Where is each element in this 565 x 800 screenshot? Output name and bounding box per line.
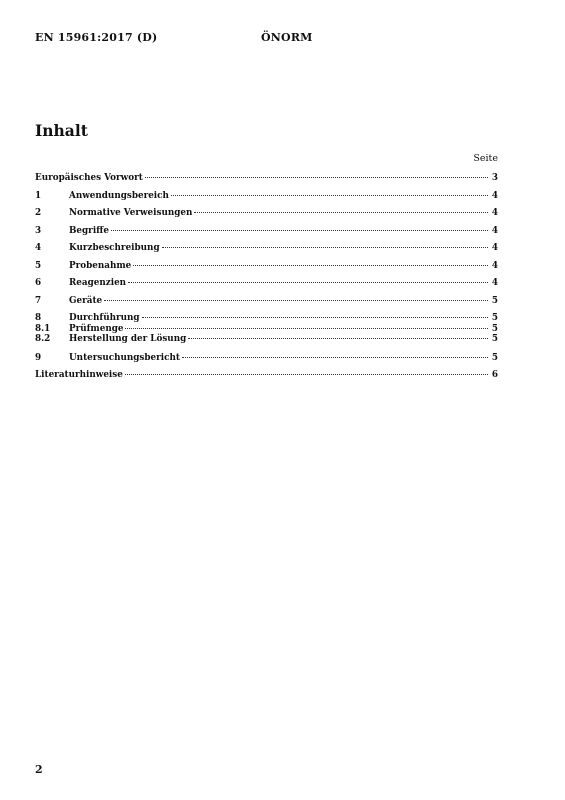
page-title: Inhalt — [35, 121, 88, 140]
toc-entry-page: 6 — [491, 370, 498, 380]
toc-leader-dots — [194, 212, 488, 213]
toc-entry[interactable] — [35, 370, 498, 388]
toc-entry-title: Begriffe — [69, 225, 109, 236]
page-column-label: Seite — [473, 153, 498, 164]
toc-entry-page: 4 — [491, 260, 498, 271]
toc-entry[interactable] — [35, 243, 498, 261]
toc-entry-title: Probenahme — [69, 260, 132, 271]
toc-entry[interactable] — [35, 313, 498, 324]
toc-entry[interactable] — [35, 296, 498, 314]
toc-entry[interactable] — [35, 208, 498, 226]
toc-entry-number: 2 — [35, 208, 42, 218]
toc-entry-title: Geräte — [69, 295, 103, 306]
toc-entry[interactable] — [35, 278, 498, 296]
toc-entry-page: 5 — [491, 313, 498, 323]
toc-entry-number: 8.2 — [35, 334, 51, 344]
toc-leader-dots — [162, 247, 488, 248]
toc-entry-page: 4 — [491, 208, 498, 218]
toc-entry-number: 5 — [35, 260, 42, 271]
page-number: 2 — [35, 763, 43, 776]
toc-entry-title: Untersuchungsbericht — [69, 352, 180, 363]
toc-leader-dots — [145, 177, 488, 178]
toc-leader-dots — [104, 300, 488, 301]
toc-entry-number: 3 — [35, 225, 42, 236]
toc-entry-number: 1 — [35, 190, 42, 201]
toc-leader-dots — [133, 265, 488, 266]
toc-entry-title: Durchführung — [69, 313, 140, 323]
toc-entry-page: 4 — [491, 278, 498, 288]
toc-entry[interactable] — [35, 226, 498, 244]
toc-entry-number: 6 — [35, 278, 42, 288]
table-of-contents — [35, 173, 498, 388]
toc-entry-title: Anwendungsbereich — [69, 190, 169, 201]
document-id: EN 15961:2017 (D) — [35, 31, 158, 44]
toc-entry-page: 5 — [491, 323, 498, 334]
toc-entry-number: 9 — [35, 352, 42, 363]
toc-leader-dots — [142, 317, 488, 318]
toc-entry-number: 8.1 — [35, 323, 51, 334]
toc-entry[interactable] — [35, 334, 498, 345]
toc-entry-title: Europäisches Vorwort — [35, 173, 143, 183]
standard-brand: ÖNORM — [261, 31, 313, 44]
toc-entry[interactable] — [35, 353, 498, 371]
toc-entry[interactable] — [35, 324, 498, 335]
toc-entry-page: 4 — [491, 225, 498, 236]
toc-leader-dots — [188, 338, 488, 339]
toc-leader-dots — [125, 374, 488, 375]
toc-entry[interactable] — [35, 191, 498, 209]
toc-leader-dots — [182, 357, 488, 358]
toc-entry-page: 5 — [491, 295, 498, 306]
toc-entry-number: 4 — [35, 243, 42, 253]
toc-entry-title: Reagenzien — [69, 278, 127, 288]
toc-entry-page: 5 — [491, 334, 498, 344]
toc-leader-dots — [128, 282, 488, 283]
toc-entry-title: Prüfmenge — [69, 323, 124, 334]
toc-entry[interactable] — [35, 261, 498, 279]
toc-entry-number: 8 — [35, 313, 42, 323]
toc-entry-page: 4 — [491, 190, 498, 201]
toc-entry-page: 4 — [491, 243, 498, 253]
toc-entry-number: 7 — [35, 295, 42, 306]
toc-entry-title: Herstellung der Lösung — [69, 334, 187, 344]
toc-leader-dots — [171, 195, 488, 196]
toc-entry-page: 3 — [491, 173, 498, 183]
toc-entry-page: 5 — [491, 352, 498, 363]
toc-entry-title: Literaturhinweise — [35, 370, 123, 380]
toc-leader-dots — [125, 328, 488, 329]
toc-entry[interactable] — [35, 173, 498, 191]
toc-entry-title: Kurzbeschreibung — [69, 243, 160, 253]
toc-entry-title: Normative Verweisungen — [69, 208, 193, 218]
toc-leader-dots — [111, 230, 488, 231]
